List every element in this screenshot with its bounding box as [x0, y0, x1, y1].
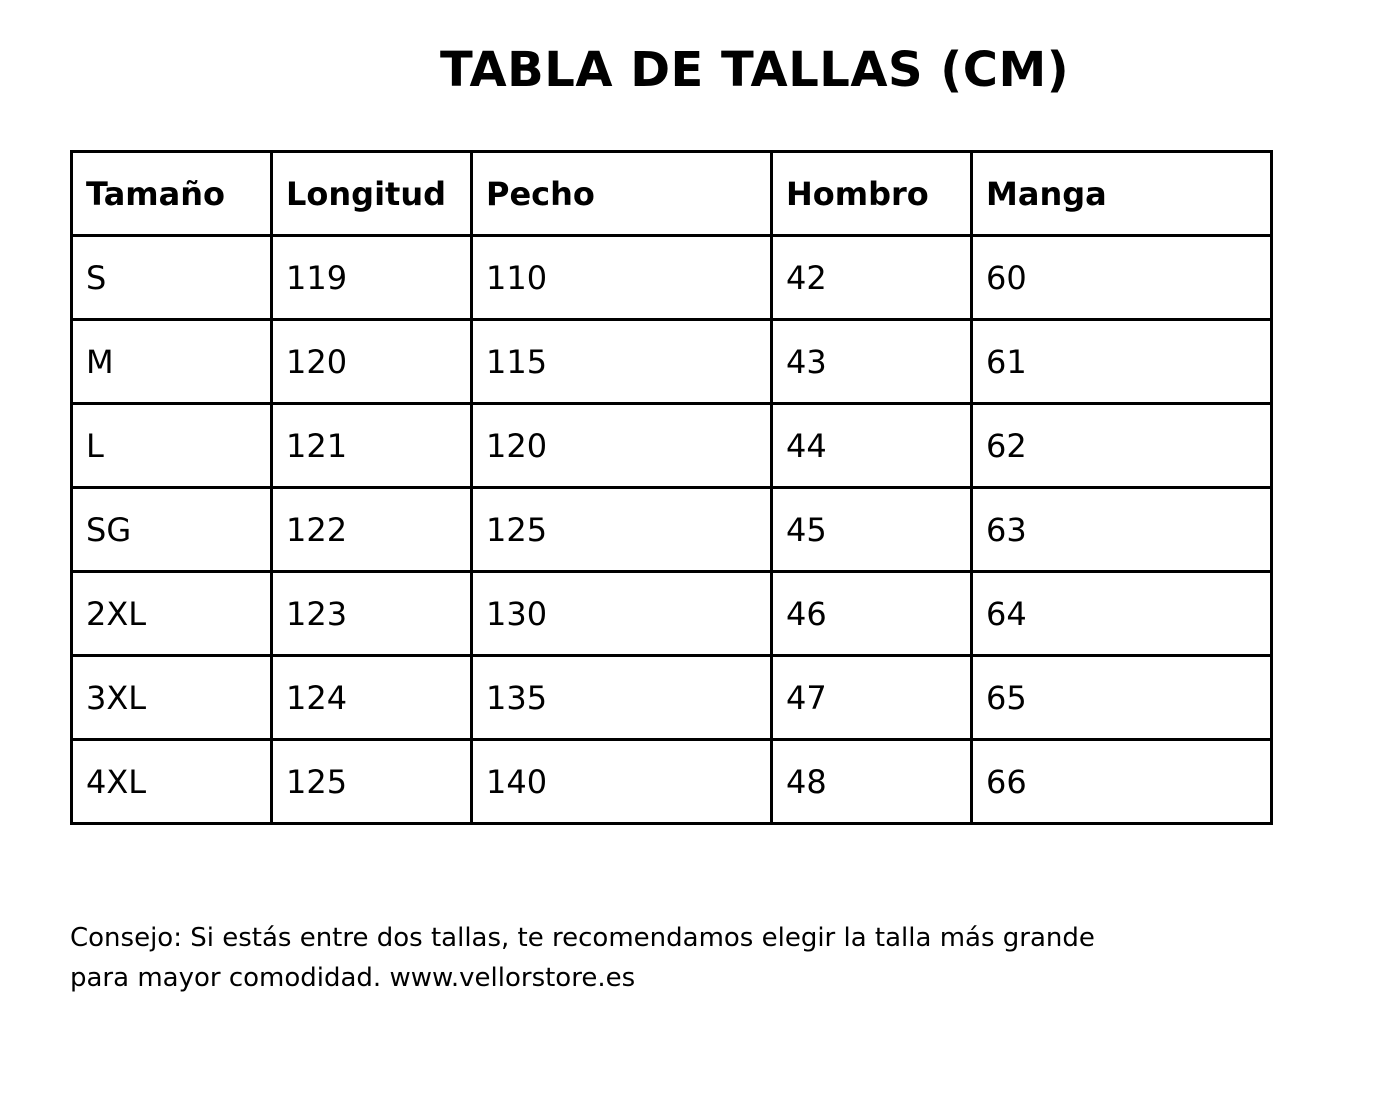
cell-chest: 115: [472, 320, 772, 404]
cell-length: 120: [272, 320, 472, 404]
cell-length: 122: [272, 488, 472, 572]
cell-sleeve: 62: [972, 404, 1272, 488]
cell-shoulder: 44: [772, 404, 972, 488]
cell-length: 121: [272, 404, 472, 488]
cell-shoulder: 47: [772, 656, 972, 740]
cell-chest: 130: [472, 572, 772, 656]
table-row: [72, 488, 1272, 572]
size-chart-table: [70, 150, 1273, 825]
cell-shoulder: 48: [772, 740, 972, 824]
cell-chest: 140: [472, 740, 772, 824]
cell-sleeve: 61: [972, 320, 1272, 404]
sizing-tip: [70, 918, 1270, 998]
cell-size: S: [72, 236, 272, 320]
cell-chest: 135: [472, 656, 772, 740]
cell-size: 4XL: [72, 740, 272, 824]
sizing-tip-line-1: Consejo: Si estás entre dos tallas, te recomendamos elegir la talla más grande: [70, 923, 1095, 953]
cell-size: SG: [72, 488, 272, 572]
header-length: Longitud: [272, 152, 472, 236]
cell-size: 3XL: [72, 656, 272, 740]
header-row: [72, 152, 1272, 236]
cell-size: 2XL: [72, 572, 272, 656]
cell-sleeve: 60: [972, 236, 1272, 320]
table-row: [72, 740, 1272, 824]
cell-length: 125: [272, 740, 472, 824]
table-row: [72, 656, 1272, 740]
cell-sleeve: 63: [972, 488, 1272, 572]
cell-size: L: [72, 404, 272, 488]
table-row: [72, 320, 1272, 404]
cell-length: 123: [272, 572, 472, 656]
header-chest: Pecho: [472, 152, 772, 236]
table-row: [72, 572, 1272, 656]
header-shoulder: Hombro: [772, 152, 972, 236]
sizing-tip-line-2: para mayor comodidad. www.vellorstore.es: [70, 963, 636, 993]
page-title: TABLA DE TALLAS (CM): [440, 42, 1070, 98]
cell-sleeve: 66: [972, 740, 1272, 824]
cell-chest: 110: [472, 236, 772, 320]
cell-shoulder: 45: [772, 488, 972, 572]
cell-shoulder: 42: [772, 236, 972, 320]
cell-size: M: [72, 320, 272, 404]
header-sleeve: Manga: [972, 152, 1272, 236]
cell-shoulder: 43: [772, 320, 972, 404]
cell-length: 124: [272, 656, 472, 740]
cell-shoulder: 46: [772, 572, 972, 656]
cell-chest: 125: [472, 488, 772, 572]
table-row: [72, 404, 1272, 488]
cell-length: 119: [272, 236, 472, 320]
header-size: Tamaño: [72, 152, 272, 236]
cell-sleeve: 65: [972, 656, 1272, 740]
cell-sleeve: 64: [972, 572, 1272, 656]
cell-chest: 120: [472, 404, 772, 488]
table-row: [72, 236, 1272, 320]
